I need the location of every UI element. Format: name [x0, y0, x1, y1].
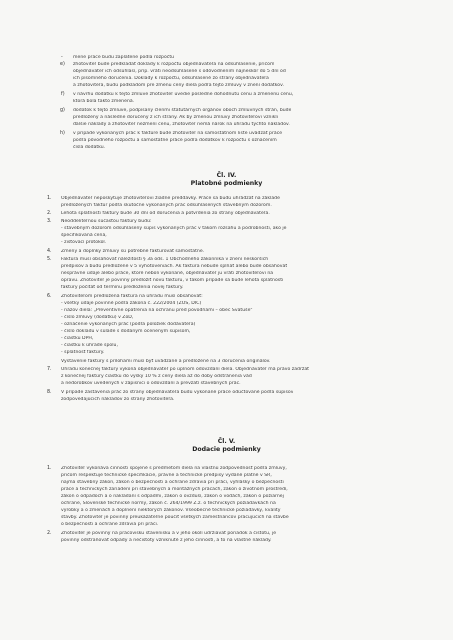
section-subtitle: Dodacie podmienky	[192, 446, 261, 453]
text-line: Zhotoviteľ je povinný na pracovisku stavenisku a v jeho okolí udržiavať poriadok a čistotu, je	[61, 531, 277, 536]
item-marker: 2.	[47, 531, 52, 536]
text-line: Objednávateľ neposkytuje zhotoviteľovi žiadne preddavky. Práce sa budú uhrádzať na základe	[61, 196, 280, 201]
text-line: Neoddeliteľnou súčasťou faktúry budú:	[61, 219, 152, 224]
text-line: opravu. Zhotoviteľ je povinný predložiť novú faktúru, v takom prípade sa bude lehota splatnosti	[61, 278, 284, 283]
text-line: zodpovedajúcich nákladov zo strany zhotoviteľa.	[61, 397, 175, 402]
item-marker: f)	[61, 92, 65, 97]
text-line: a nedorobkov uvedených v zápisnici o odovzdaní a prevzatí stavebných prác.	[61, 381, 241, 386]
item-marker: 6.	[47, 294, 52, 299]
text-line: Lehota splatnosti faktúry bude 30 dní od doručenia a potvrdenia zo strany objednávateľa.	[61, 211, 270, 216]
item-marker: 1.	[47, 196, 52, 201]
text-line: povinný odstraňovať odpady a nečistoty vzniknuté z jeho činností, a to na vlastné náklady.	[61, 538, 272, 543]
item-marker: 4.	[47, 249, 52, 254]
text-line: ďalšie náklady a zhotoviteľ nezmení cenu, zhotoviteľ nemá nárok na úhradu týchto nákladov.	[73, 122, 290, 127]
text-line: objednávateľ ich odsúhlasí, príp. vráti neodsúhlasené s odôvodnením najneskôr do 5 dní od	[73, 69, 286, 74]
item-marker: g)	[60, 108, 65, 113]
text-line: - čiastku DPH,	[61, 336, 94, 341]
text-line: dodatok k tejto zmluve, podpísaný členmi štatutárnych orgánov oboch zmluvných strán, bude	[73, 108, 292, 113]
item-marker: -	[61, 55, 63, 60]
section-title: Čl. IV.	[216, 172, 237, 179]
text-line: ich písomného doručenia. Doklady k rozpočtu, odsúhlasené zo strany objednávateľa	[73, 76, 269, 81]
text-line: - čiastku k úhrade spolu,	[61, 343, 118, 348]
text-line: zhotoviteľ bude predkladať doklady k rozpočtu objednávateľa na odsúhlasenie, pričom	[73, 62, 275, 67]
text-line: z konečnej faktúry čiastku do výšky 10 % z ceny diela až do doby odstránenia vád	[61, 374, 252, 379]
text-line: a zhotoviteľa, budú podkladom pre zmenu ceny diela podľa tejto zmluvy v znení dodatkov.	[73, 83, 284, 88]
section-title: Čl. V.	[217, 438, 236, 445]
text-line: podľa pôvodného rozpočtu a samostatne práce podľa dodatkov k rozpočtu s označením	[73, 138, 277, 143]
text-line: - číslo dokladu v súlade s dodaným oceneným súpisom,	[61, 329, 191, 334]
item-marker: 3.	[47, 219, 52, 224]
text-line: - číslo zmluvy (dodatku) v ZoD,	[61, 315, 134, 320]
item-marker: h)	[60, 131, 65, 136]
text-line: - všetky údaje povinné podľa zákona č. 222/2004 (ZOŠ, DIČ)	[61, 301, 202, 306]
section-subtitle: Platobné podmienky	[190, 180, 263, 187]
text-line: nesprávne údaje alebo práce, ktoré neboli vykonané, objednávateľ ju vráti zhotoviteľovi na	[61, 271, 274, 276]
item-marker: 1.	[47, 466, 52, 471]
text-line: faktúry počítať od termínu predloženia novej faktúry.	[61, 285, 184, 290]
text-line: ochrane, Slovenské technické normy, zákon č. 264/1999 Z.z. o technických požiadavkách na	[61, 501, 276, 506]
item-marker: 5.	[47, 257, 52, 262]
text-line: v návrhu dodatku k tejto zmluve zhotoviteľ uvedie posledne dohodnutú cenu a zmenenú cenu,	[73, 92, 294, 97]
text-line: Faktúra musí obsahovať náležitosti § 3a ods. 1 Obchodného zákonníka v znení neskorších	[61, 257, 269, 262]
text-line: Zhotoviteľ vykonáva činnosti spojené s predmetom diela na vlastnú zodpovednosť podľa zmluvy,	[61, 466, 287, 471]
item-marker: 2.	[47, 211, 52, 216]
text-line: špecifikovaná cena,	[61, 233, 107, 238]
text-line: predložený a následne doručený z ich strany. Ak by zmenou zmluvy zhotoviteľovi vznikli	[73, 115, 279, 120]
text-line: Úhradu konečnej faktúry vykoná objednávateľ po úplnom odovzdaní diela. Objednávateľ má právo zadržať	[61, 367, 309, 372]
text-line: zákon o odpadoch a o nakladaní s odpadmi, zákon o ovzduší, zákon o vodách, zákon o požiarnej	[61, 494, 284, 499]
item-marker: e)	[60, 62, 65, 67]
text-line: mene prace budu zaplatene podla rozpočtu	[73, 55, 175, 60]
text-line: Zhotoviteľom predložená faktúra na úhradu musí obsahovať:	[61, 294, 203, 299]
text-line: - zisťovací protokol.	[61, 240, 107, 245]
text-line: pričom rešpektuje technické špecifikácie, právne a technické predpisy vydané platné v SR,	[61, 473, 272, 478]
text-line: ktorá bola takto zmenená.	[73, 99, 135, 104]
text-line: Zmeny a doplnky zmluvy sú potrebné fakturovať samostatne.	[61, 249, 205, 254]
text-line: Vystavenie faktúry s prílohami musí byť uvádzané a predložené na 3 doručenia originálov.	[61, 359, 271, 364]
item-marker: 7.	[47, 367, 52, 372]
item-marker: 8.	[47, 390, 52, 395]
text-line: práce a technických zariadení pri stavebných a montážnych prácach, zákon o životnom prostredí,	[61, 487, 288, 492]
text-line: čísla dodatku.	[73, 145, 106, 150]
text-line: - stavebným dozorom odsúhlasený súpis vykonaných prác v takom rozsahu a podrobnosti, ako je	[61, 226, 287, 231]
text-line: - názov diela: „Preventívne opatrenia na ochranu pred povodňami – obec Svätuše"	[61, 308, 253, 313]
text-line: predložených faktúr podľa skutočne vykonaných prác odsúhlasených stavebným dozorom.	[61, 203, 272, 208]
text-line: v prípade vykonaných prác k faktúre bude zhotoviteľ na samostatnom liste uvádzať práce	[73, 131, 283, 136]
text-line: - splatnosť faktúry.	[61, 350, 105, 355]
text-line: V prípade zastavenia prác zo strany objednávateľa budú vykonané práce odúčtované podľa súpisov	[61, 390, 294, 395]
text-line: o bezpečnosti a ochrane zdravia pri práci.	[61, 522, 159, 527]
text-line: predpisov a budú predložené v 5 vyhotoveniach. Ak faktúra nebude spĺňať alebo bude obsahovať	[61, 264, 288, 269]
text-line: stavby. Zhotoviteľ je povinný preukázateľne poučiť všetkých zamestnancov pracujúcich na stavbe	[61, 515, 289, 520]
text-line: - označenie vykonaných prác (podľa položiek dodávateľa)	[61, 322, 196, 327]
text-line: najmä stavebný zákon, zákon o bezpečnosti a ochrane zdravia pri práci, vyhlášky o bezpečnosti	[61, 480, 284, 485]
text-line: výrobky a o zmenách a doplnení niektorých zákonov. Všeobecné technické požiadavky, kvality	[61, 508, 281, 513]
